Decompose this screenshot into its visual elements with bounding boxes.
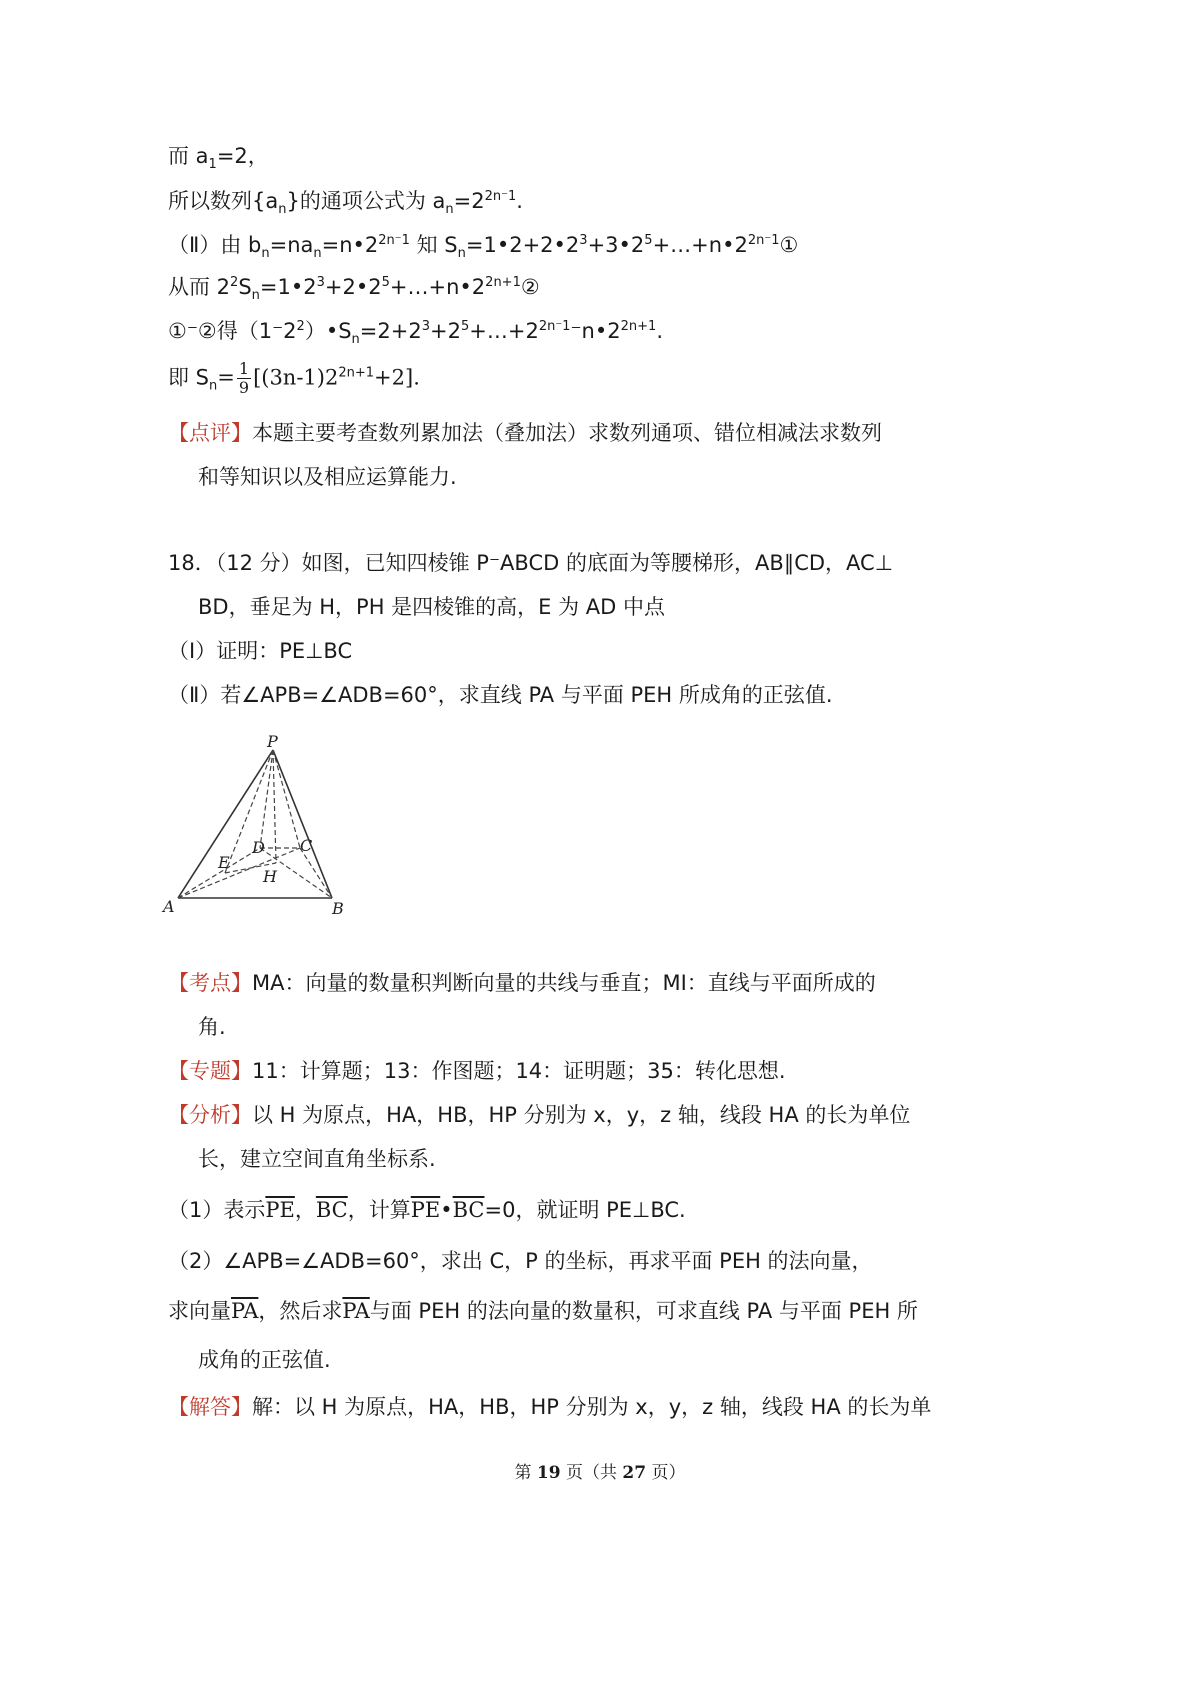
vector-pe: $\overline{PE}$ [410,1198,441,1222]
comment-line: 【点评】本题主要考查数列累加法（叠加法）求数列通项、错位相减法求数列 [168,421,882,445]
label-d: D [252,838,265,857]
vector-pe: $\overline{PE}$ [265,1198,295,1222]
label-a: A [163,897,175,916]
fraction: $\frac{1}{9}$ [238,359,250,397]
problem-18-part-2: （Ⅱ）若∠APB=∠ADB=60°，求直线 PA 与平面 PEH 所成角的正弦值. [168,683,833,707]
height-ph [273,750,276,863]
line-a1: 而 $a_1=2$， [168,144,269,173]
label-h: H [263,867,277,886]
edge-cb [300,848,332,898]
zhuanti-tag: 【专题】 [168,1059,252,1083]
vector-pa: $\overline{PA}$ [342,1299,370,1323]
analysis-step-2: （2）∠APB=∠ADB=60°，求出 C，P 的坐标，再求平面 PEH 的法向量， [168,1249,873,1273]
comment-line-2: 和等知识以及相应运算能力. [198,465,457,489]
kaodian-line: 【考点】MA：向量的数量积判断向量的共线与垂直；MI：直线与平面所成的 [168,971,876,995]
label-p: P [267,735,278,751]
edge-pd [260,750,273,848]
fenxi-line-2: 长，建立空间直角坐标系. [198,1147,436,1171]
vector-bc: $\overline{BC}$ [452,1198,485,1222]
kaodian-line-2: 角. [198,1015,226,1039]
line-general-term: 所以数列$\{a_n\}$的通项公式为 $a_n=2^{2n^-1}$. [168,189,523,218]
total-pages: 27 [622,1463,647,1483]
analysis-step-2-end: 成角的正弦值. [198,1348,331,1372]
fenxi-tag: 【分析】 [168,1103,252,1127]
line-part2-sn: （Ⅱ）由 $b_n=na_n=n•2^{2n^-1}$ 知 $S_n=1•2+2•2^3+3•2^5+\dots+n•2^{2n^-1}①$ [168,233,799,262]
problem-18-line-2: BD，垂足为 H，PH 是四棱锥的高，E 为 AD 中点 [198,595,666,619]
vector-pa: $\overline{PA}$ [231,1299,259,1323]
analysis-step-1: （1）表示$\overline{PE}$，$\overline{BC}$，计算$\overline{PE}•\overline{BC}=0$，就证明 PE⊥BC. [168,1198,686,1222]
label-e: E [218,853,230,872]
jieda-line: 【解答】解：以 H 为原点，HA，HB，HP 分别为 x，y，z 轴，线段 HA 的长为单 [168,1395,932,1419]
jieda-tag: 【解答】 [168,1395,252,1419]
diagonal-ac [178,848,300,898]
edge-pc [273,750,300,848]
comment-tag: 【点评】 [168,421,252,445]
page-footer: 第 19 页（共 27 页） [514,1463,686,1483]
edge-pa [178,750,273,898]
kaodian-tag: 【考点】 [168,971,252,995]
zhuanti-line: 【专题】11：计算题；13：作图题；14：证明题；35：转化思想. [168,1059,786,1083]
problem-18-part-1: （Ⅰ）证明：PE⊥BC [168,639,353,663]
label-c: C [300,836,313,855]
line-subtract: ①⁻②得$(1^-2^2)•S_n=2+2^3+2^5+\dots+2^{2n^-1}^-n•2^{2n+1}$. [168,319,663,348]
vector-bc: $\overline{BC}$ [315,1198,348,1222]
current-page: 19 [536,1463,561,1483]
fenxi-line: 【分析】以 H 为原点，HA，HB，HP 分别为 x，y，z 轴，线段 HA 的长为单位 [168,1103,911,1127]
line-sn-result: 即 $S_n=$ $\frac{1}{9}$ $[(3n-1)2^{2n+1}+2]$. [168,359,420,397]
pyramid-figure [160,735,360,920]
line-4sn: 从而 $2^2S_n=1•2^3+2•2^5+\dots+n•2^{2n+1}②$ [168,275,540,304]
analysis-step-2-cont: 求向量$\overline{PA}$，然后求$\overline{PA}$与面 PEH 的法向量的数量积，可求直线 PA 与平面 PEH 所 [168,1299,918,1323]
edge-pb [273,750,332,898]
label-b: B [332,899,344,918]
problem-18-title: 18．（12 分）如图，已知四棱锥 P⁻ABCD 的底面为等腰梯形，AB∥CD，AC⊥ [168,551,894,575]
